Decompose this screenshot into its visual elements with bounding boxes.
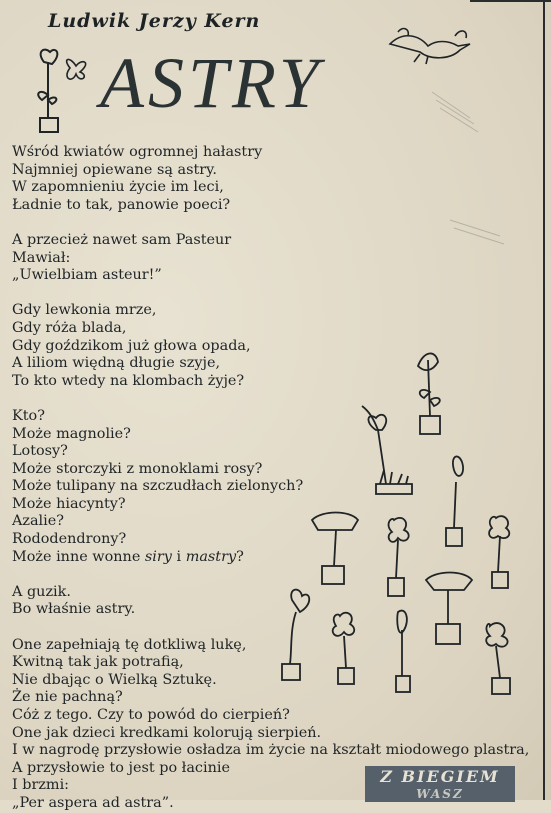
poem-line: A przysłowie to jest po łacinie	[12, 759, 230, 776]
poem-line: Gdy róża blada,	[12, 319, 127, 336]
poem-line: Że nie pachną?	[12, 689, 123, 706]
bird-icon	[390, 29, 470, 64]
poem-line-prefix: Może inne wonne	[12, 548, 145, 565]
poem-line: I brzmi:	[12, 777, 70, 794]
poem-line: Lotosy?	[12, 443, 68, 460]
poem-line: Bo właśnie astry.	[12, 601, 136, 618]
poem-line: A przecież nawet sam Pasteur	[12, 231, 232, 248]
poem-line: Może tulipany na szczudłach zielonych?	[12, 478, 304, 495]
poem-line: Wśród kwiatów ogromnej hałastry	[12, 144, 263, 160]
poem-line: „Per aspera ad astra”.	[12, 794, 174, 811]
poem-line: Może hiacynty?	[12, 495, 126, 512]
poem-line: W zapomnieniu życie im leci,	[12, 179, 224, 196]
poem-line: I w nagrodę przysłowie osładza im życie na kształt miodowego plastra,	[12, 742, 530, 759]
badge-subtext: WASZ	[416, 787, 464, 801]
poem-line	[12, 549, 529, 567]
butterfly-icon	[67, 59, 86, 79]
poem-line: Gdy goździkom już głowa opada,	[12, 337, 251, 354]
badge-text: Z BIEGIEM	[380, 767, 500, 786]
poem-line: Najmniej opiewane są astry.	[12, 161, 217, 178]
poem-line: Cóż z tego. Czy to powód do cierpień?	[12, 707, 290, 723]
poem-line: Rododendrony?	[12, 531, 127, 548]
poem-line: One zapełniają tę dotkliwą lukę,	[12, 636, 247, 653]
poem-line: Azalie?	[12, 513, 64, 530]
potted-flower-icon	[38, 50, 58, 132]
poem-line: Kto?	[12, 407, 45, 424]
poem-line: A guzik.	[12, 583, 71, 600]
author-name: Ludwik Jerzy Kern	[48, 10, 261, 32]
poem-line-mid: i	[171, 548, 186, 565]
italic-word-mastry: mastry	[185, 548, 237, 565]
section-badge	[365, 766, 515, 802]
poem-line: To kto wtedy na klombach żyje?	[12, 372, 245, 389]
poem-title: ASTRY	[100, 43, 323, 123]
poem-line-suffix: ?	[236, 548, 244, 565]
poem-line: Gdy lewkonia mrze,	[12, 302, 157, 319]
poem-line: One jak dzieci kredkami kolorują sierpień.	[12, 724, 322, 741]
poem-line: „Uwielbiam asteur!”	[12, 267, 162, 284]
poem-line: Ładnie to tak, panowie poeci?	[12, 196, 231, 213]
poem-line: Kwitną tak jak potrafią,	[12, 654, 184, 671]
poem-line: Nie dbając o Wielką Sztukę.	[12, 671, 217, 688]
poem-line: A liliom więdną długie szyje,	[12, 355, 221, 372]
poem-line: Mawiał:	[12, 249, 71, 266]
italic-word-siry: siry	[144, 548, 172, 565]
poem-line: Może storczyki z monoklami rosy?	[12, 460, 263, 477]
poem-line: Może magnolie?	[12, 425, 131, 442]
poem-body	[12, 144, 529, 813]
